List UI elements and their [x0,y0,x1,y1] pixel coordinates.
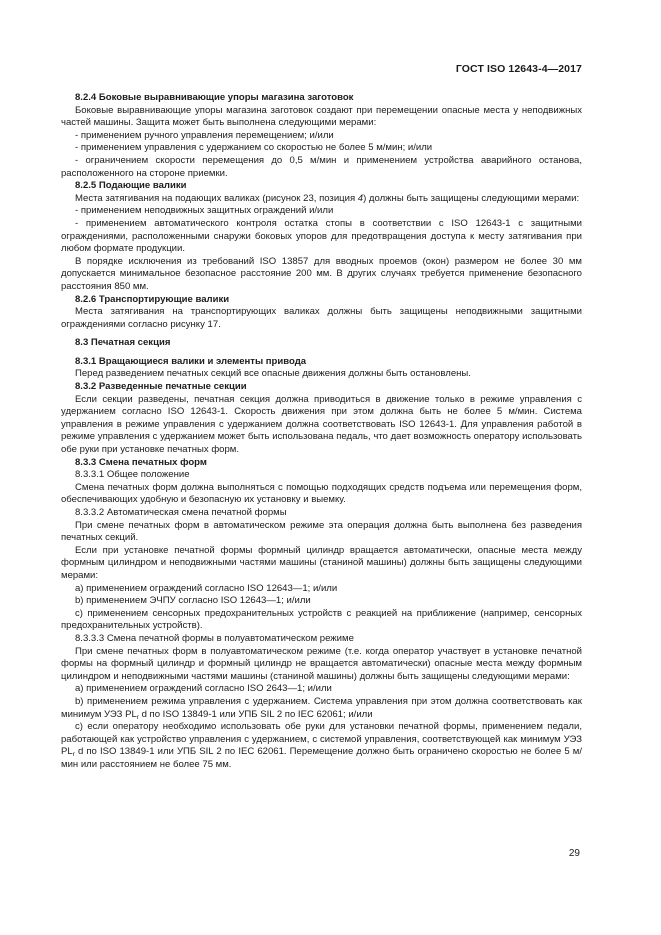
list-item: - применением автоматического контроля остатка стопы в соответствии с ISO 12643-1 с защитными ограждениями, расположенными снаружи боковых упоров для предотвращения доступа к месту затягивания при любом формате продукции. [61,217,582,255]
list-item: - применением неподвижных защитных ограждений и/или [75,205,334,217]
section-8-2-4-heading: 8.2.4 Боковые выравнивающие упоры магазина заготовок [75,92,354,103]
paragraph: В порядке исключения из требований ISO 13857 для вводных проемов (окон) размером не более 30 мм допускается минимальное безопасное расстояние 200 мм. В других случаях требуется применение безопасного расстояния 850 мм. [61,255,582,292]
section-8-3-3-heading: 8.3.3 Смена печатных форм [75,456,207,468]
list-item-text: b) применением режима управления с удержанием. Система управления при этом должна соответствовать как минимум УЭЗ PL [61,695,582,720]
list-item: - применением управления с удержанием со скоростью не более 5 м/мин; и/или [75,142,433,154]
list-item: a) применением ограждений согласно ISO 2643—1; и/или [75,683,332,695]
subsection-8-3-3-1-heading: 8.3.3.1 Общее положение [75,469,190,481]
section-8-3-1-heading: 8.3.1 Вращающиеся валики и элементы привода [75,355,307,367]
position-number: 4 [357,192,364,204]
paragraph [61,193,582,206]
list-item: - применением ручного управления перемещением; и/или [75,129,334,141]
page-number: 29 [568,848,580,859]
list-item [61,721,582,771]
paragraph: Перед разведением печатных секций все опасные движения должны быть остановлены. [75,368,471,380]
list-item: b) применением ЭЧПУ согласно ISO 12643—1; и/или [75,595,311,607]
subsection-8-3-3-2-heading: 8.3.3.2 Автоматическая смена печатной формы [75,507,287,518]
subscript: r [136,713,139,721]
list-item [61,696,582,721]
list-item-text: d по ISO 13849-1 или УПБ SIL 2 по IEC 62061; и/или [138,708,373,720]
list-item-text: d по ISO 13849-1 или УПБ SIL 2 по IEC 62061. Перемещение должно быть ограничено скоростью не более 5 м/мин или расстоянием не более 75 мм. [61,746,582,770]
section-8-2-5-heading: 8.2.5 Подающие валики [75,180,187,192]
list-item: - ограничением скорости перемещения до 0,5 м/мин и применением устройства аварийного останова, расположенного на стороне приемки. [61,154,582,179]
subsection-8-3-3-3-heading: 8.3.3.3 Смена печатной формы в полуавтоматическом режиме [75,632,354,644]
section-8-2-6-heading: 8.2.6 Транспортирующие валики [75,293,230,305]
section-8-3-heading: 8.3 Печатная секция [75,337,171,349]
list-item: a) применением ограждений согласно ISO 12643—1; и/или [75,582,338,594]
paragraph: При смене печатных форм в автоматическом режиме эта операция должна быть выполнена без разведения печатных секций. [61,519,582,544]
paragraph: Смена печатных форм должна выполняться с помощью подходящих средств подъема или перемещения форм, обеспечивающих удобную и безопасную их установку и выемку. [61,481,582,506]
paragraph: Места затягивания на транспортирующих валиках должны быть защищены неподвижными защитными ограждениями согласно рисунку 17. [61,306,582,330]
standard-header: ГОСТ ISO 12643-4—2017 [455,63,582,75]
paragraph: Если при установке печатной формы формный цилиндр вращается автоматически, опасные места между формным цилиндром и неподвижными частями машины (станиной машины) должны быть защищены следующими мерами: [61,544,582,581]
list-item: c) применением сенсорных предохранительных устройств с реакцией на приближение (например, сенсорных предохранительных устройств). [61,607,582,632]
paragraph: Если секции разведены, печатная секция должна приводиться в движение только в режиме управления с удержанием согласно ISO 12643-1. Скорость движения при этом должна быть не более 5 м/мин. Система управления в режиме управления с удержанием должна соответствовать ISO 12643-1. Для управления работой в режиме управления с удержанием может быть использована педаль, что дает возможность оператору использовать обе руки при установке печатных форм. [61,393,582,456]
paragraph-text: Места затягивания на подающих валиках (рисунок 23, позиция [75,192,358,204]
paragraph: При смене печатных форм в полуавтоматическом режиме (т.е. когда оператор участвует в установке печатной формы на формный цилиндр и формный цилиндр не вращается автоматически) опасные места между формным цилиндром и неподвижными частями машины (станиной машины) должны быть защищены следующими мерами: [61,645,582,682]
section-8-3-2-heading: 8.3.2 Разведенные печатные секции [75,381,247,393]
list-item-text: c) если оператору необходимо использовать обе руки для установки печатной формы, применением педали, работающей как устройство управления с удержанием, с системой управления, соответствующей как минимум УЭЗ PL [61,721,582,758]
subscript: r [72,751,75,759]
page-content [61,92,582,771]
paragraph-text: ) должны быть защищены следующими мерами: [363,192,580,204]
paragraph: Боковые выравнивающие упоры магазина заготовок создают при перемещении опасные места у неподвижных частей машины. Защита может быть выполнена следующими мерами: [61,104,582,129]
